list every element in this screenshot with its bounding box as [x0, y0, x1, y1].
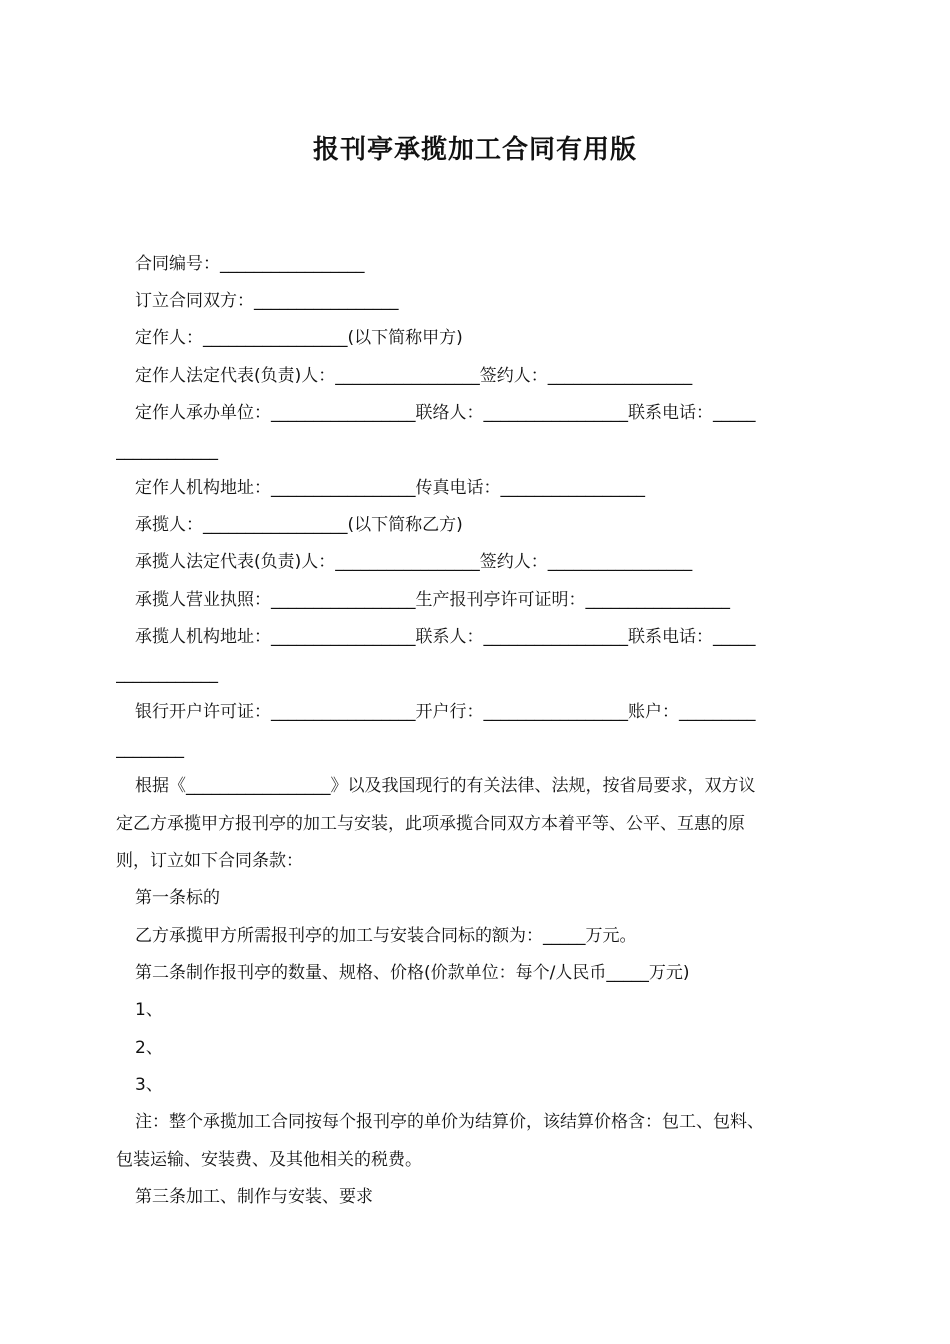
article-2-heading: 第二条制作报刊亭的数量、规格、价格(价款单位：每个/人民币_____万元): [135, 963, 690, 983]
orderer-address-line: 定作人机构地址：_________________传真电话：_________________: [135, 478, 645, 498]
contractor-representative-line: 承揽人法定代表(负责)人：_________________签约人：_________________: [135, 552, 693, 572]
orderer-representative-line: 定作人法定代表(负责)人：_________________签约人：_________________: [135, 366, 693, 386]
orderer-unit-line: 定作人承办单位：_________________联络人：_________________联系电话：_____: [135, 403, 756, 423]
preamble-line-3: 则，订立如下合同条款：: [116, 851, 303, 871]
orderer-line: 定作人：_________________(以下简称甲方): [135, 328, 463, 348]
contractor-address-line-continued: ____________: [116, 664, 218, 684]
list-item-3: 3、: [135, 1075, 163, 1095]
contract-number-line: 合同编号：_________________: [135, 254, 365, 274]
contractor-license-line: 承揽人营业执照：_________________生产报刊亭许可证明：_________________: [135, 590, 730, 610]
preamble-line-1: 根据《_________________》以及我国现行的有关法律、法规，按省局要求，双方议: [135, 776, 756, 796]
bank-line-continued: ________: [116, 739, 184, 759]
list-item-1: 1、: [135, 1000, 163, 1020]
preamble-line-2: 定乙方承揽甲方报刊亭的加工与安装，此项承揽合同双方本着平等、公平、互惠的原: [116, 814, 745, 834]
note-line-2: 包装运输、安装费、及其他相关的税费。: [116, 1150, 422, 1170]
contractor-address-line: 承揽人机构地址：_________________联系人：_________________联系电话：_____: [135, 627, 756, 647]
orderer-unit-line-continued: ____________: [116, 441, 218, 461]
document-title: 报刊亭承揽加工合同有用版: [312, 135, 637, 165]
article-1-heading: 第一条标的: [135, 888, 220, 908]
contract-parties-line: 订立合同双方：_________________: [135, 291, 399, 311]
article-1-body: 乙方承揽甲方所需报刊亭的加工与安装合同标的额为：_____万元。: [135, 926, 637, 946]
contractor-line: 承揽人：_________________(以下简称乙方): [135, 515, 463, 535]
bank-line: 银行开户许可证：_________________开户行：_________________账户：_________: [135, 702, 756, 722]
note-line-1: 注：整个承揽加工合同按每个报刊亭的单价为结算价，该结算价格含：包工、包料、: [135, 1112, 764, 1132]
article-3-heading: 第三条加工、制作与安装、要求: [135, 1187, 373, 1207]
list-item-2: 2、: [135, 1038, 163, 1058]
